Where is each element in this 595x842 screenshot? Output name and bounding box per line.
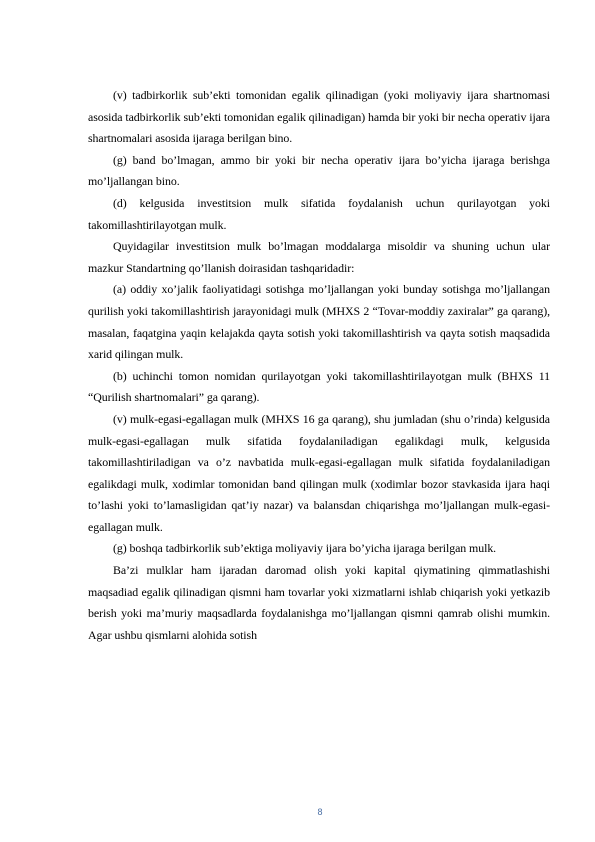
- paragraph-8: (g) boshqa tadbirkorlik sub’ektiga moliyaviy ijara bo’yicha ijaraga berilgan mulk.: [113, 541, 497, 556]
- paragraph-7: (v) mulk-egasi-egallagan mulk (MHXS 16 ga qarang), shu jumladan (shu o’rinda) kelgusida mulk-egasi-egallagan mulk sifatida foydalaniladigan egalikdagi mulk, kelgusida takomillashtiriladigan va o’z navbatida mulk-egasi-egallagan mulk sifatida foydalaniladigan egalikdagi mulk, xodimlar tomonidan band qilingan mulk (xodimlar bozor stavkasida ijara haqi to’lashi yoki to’lamasligidan qat’iy nazar) va balansdan chiqarishga mo’ljallangan mulk-egasi-egallagan mulk.: [88, 411, 550, 534]
- paragraph-5: (a) oddiy xo’jalik faoliyatidagi sotishga mo’ljallangan yoki bunday sotishga mo’ljallangan qurilish yoki takomillashtirish jarayonidagi mulk (MHXS 2 “Tovar-moddiy zaxiralar” ga qarang), masalan, faqatgina yaqin kelajakda qayta sotish yoki takomillashtirish va qayta sotish maqsadida xarid qilingan mulk.: [88, 282, 550, 362]
- paragraph-4: Quyidagilar investitsion mulk bo’lmagan moddalarga misoldir va shuning uchun ular mazkur Standartning qo’llanish doirasidan tashqaridadir:: [88, 239, 550, 275]
- paragraph-9: Ba’zi mulklar ham ijaradan daromad olish yoki kapital qiymatining qimmatlashishi maqsadiad egalik qilinadigan qismni ham tovarlar yoki xizmatlarni ishlab chiqarish yoki yetkazib berish yoki ma’muriy maqsadlarda foydalanishga mo’ljallangan qismni qamrab olishi mumkin. Agar ushbu qismlarni alohida sotish: [88, 563, 550, 642]
- paragraph-2: (g) band bo’lmagan, ammo bir yoki bir necha operativ ijara bo’yicha ijaraga berishga mo’ljallangan bino.: [88, 152, 550, 189]
- paragraph-3: (d) kelgusida investitsion mulk sifatida foydalanish uchun qurilayotgan yoki takomillashtirilayotgan mulk.: [88, 195, 550, 232]
- page-number: 8: [317, 807, 323, 817]
- paragraph-6: (b) uchinchi tomon nomidan qurilayotgan yoki takomillashtirilayotgan mulk (BHXS 11 “Qurilish shartnomalari” ga qarang).: [88, 368, 550, 405]
- page-body: [88, 85, 550, 646]
- paragraph-1: (v) tadbirkorlik sub’ekti tomonidan egalik qilinadigan (yoki moliyaviy ijara shartnomasi asosida tadbirkorlik sub’ekti tomonidan egalik qilinadigan) hamda bir yoki bir necha operativ ijara shartnomalari asosida ijaraga berilgan bino.: [88, 88, 550, 146]
